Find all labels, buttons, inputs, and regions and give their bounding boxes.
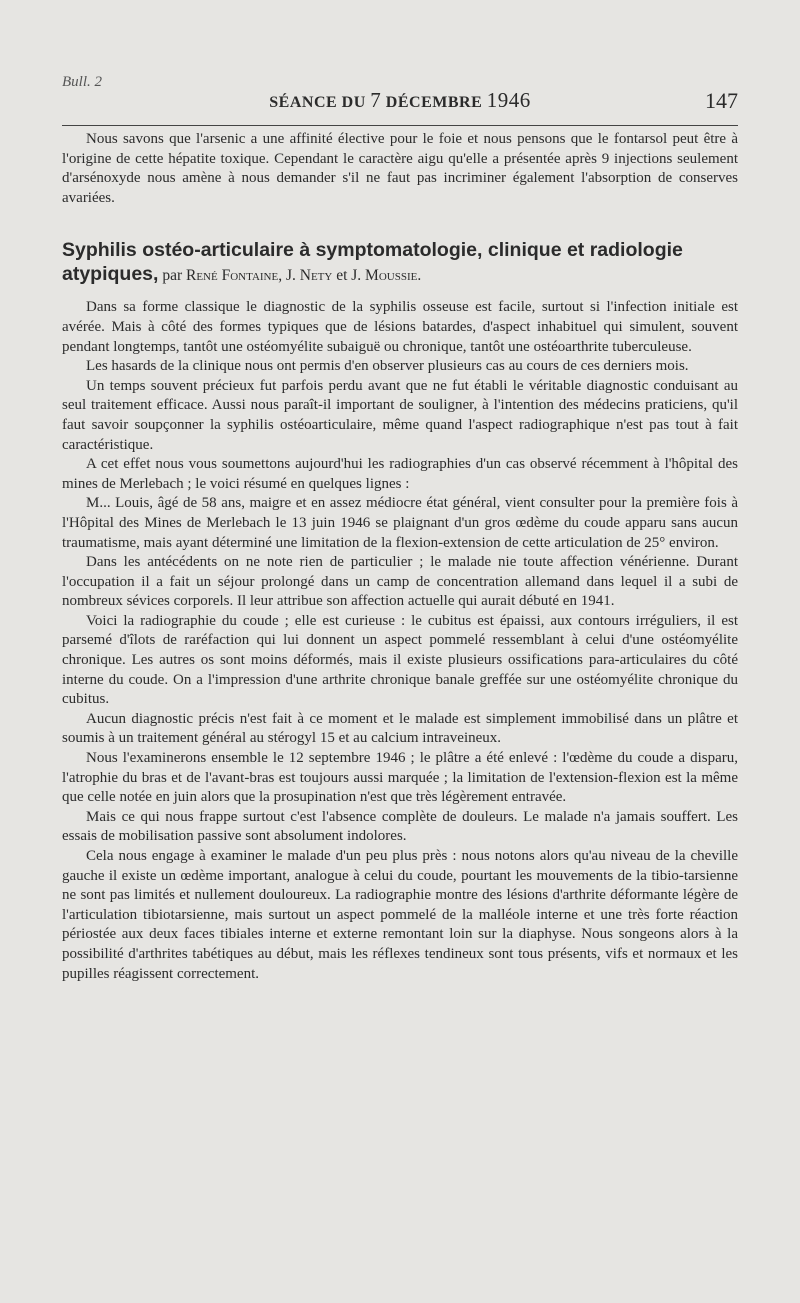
session-month: DÉCEMBRE <box>381 94 487 111</box>
article-heading <box>62 238 738 288</box>
article-title: Syphilis ostéo-articulaire à symptomatologie, clinique et radiologie atypiques, <box>62 239 683 286</box>
bulletin-number: Bull. 2 <box>62 74 102 90</box>
paragraph: A cet effet nous vous soumettons aujourd'hui les radiographies d'un cas observé récemment à l'hôpital des mines de Merlebach ; le voici résumé en quelques lignes : <box>62 456 738 492</box>
paragraph: Mais ce qui nous frappe surtout c'est l'absence complète de douleurs. Le malade n'a jamais souffert. Les essais de mobilisation passive sont absolument indolores. <box>62 808 738 845</box>
session-year: 1946 <box>486 88 531 112</box>
paragraph: Dans les antécédents on ne note rien de particulier ; le malade nie toute affection vénérienne. Durant l'occupation il a fait un séjour prolongé dans un camp de concentration allemand dans lequel il a subi de nombreux sévices corporels. Il leur attribue son affection actuelle qui aurait débuté en 1941. <box>62 554 738 610</box>
header-rule <box>62 125 738 126</box>
paragraph: Cela nous engage à examiner le malade d'un peu plus près : nous notons alors qu'au niveau de la cheville gauche il existe un œdème important, analogue à celui du coude, pourtant les mouvements de la tibio-tarsienne ne sont pas limités et nullement douloureux. La radiographie montre des lésions d'arthrite déformante légère de l'articulation tibiotarsienne, mais surtout un aspect pommelé de la malléole interne et une très forte réaction périostée aux deux faces tibiales interne et externe remontant loin sur la diaphyse. Nous songeons alors à la possibilité d'arthrites tabétiques au début, mais les réflexes tendineux sont tous présents, vifs et normaux et les pupilles réagissent correctement. <box>62 848 738 982</box>
paragraph: Aucun diagnostic précis n'est fait à ce moment et le malade est simplement immobilisé dans un plâtre et soumis à un traitement général au stérogyl 15 et au calcium intraveineux. <box>62 710 738 747</box>
session-day: 7 <box>370 88 382 112</box>
article-authors: par René Fontaine, J. Nety et J. Moussie. <box>158 267 422 285</box>
page-body <box>62 130 738 984</box>
session-prefix: SÉANCE DU <box>269 94 371 111</box>
running-header <box>62 88 738 114</box>
paragraph: Dans sa forme classique le diagnostic de la syphilis osseuse est facile, surtout si l'infection initiale est avérée. Mais à côté des formes typiques que de lésions batardes, d'aspect inhabituel qui simulent, souvent pendant longtemps, tantôt une ostéomyélite subaiguë ou chronique, tantôt une ostéoarthrite tuberculeuse. <box>62 299 738 355</box>
intro-paragraph: Nous savons que l'arsenic a une affinité élective pour le foie et nous pensons que le fontarsol peut être à l'origine de cette hépatite toxique. Cependant le caractère aigu qu'elle a présentée après 9 injections seulement d'arsénoxyde nous amène à nous demander s'il ne faut pas incriminer également l'absorption de conserves avariées. <box>62 131 738 206</box>
author-moussie: J. Moussie <box>351 267 418 285</box>
paragraph: Les hasards de la clinique nous ont permis d'en observer plusieurs cas au cours de ces derniers mois. <box>86 358 689 375</box>
page-number: 147 <box>705 88 738 113</box>
author-nety: J. Nety <box>285 267 333 285</box>
session-title <box>269 88 530 113</box>
paragraph: Voici la radiographie du coude ; elle est curieuse : le cubitus est épaissi, aux contours irréguliers, il est parsemé d'îlots de raréfaction qui lui donnent un aspect pommelé ressemblant à celui d'une ostéomyélite chronique. Les autres os sont moins déformés, mais il existe plusieurs ossifications para-articulaires du côté interne du coude. On a l'impression d'une arthrite chronique banale greffée sur une ostéomyélite chronique du cubitus. <box>62 612 738 708</box>
paragraph: Nous l'examinerons ensemble le 12 septembre 1946 ; le plâtre a été enlevé : l'œdème du coude a disparu, l'atrophie du bras et de l'avant-bras est toujours aussi marquée ; la limitation de l'extension-flexion est la même que celle notée en juin alors que la prosupination n'est que très légèrement entravée. <box>62 750 738 806</box>
paragraph: Un temps souvent précieux fut parfois perdu avant que ne fut établi le véritable diagnostic conduisant au seul traitement efficace. Aussi nous paraît-il important de souligner, à l'intention des médecins praticiens, qu'il faut savoir soupçonner la syphilis ostéoarticulaire, même quand l'aspect radiographique n'est pas tout à fait caractéristique. <box>62 377 738 453</box>
author-fontaine: René Fontaine <box>186 267 279 285</box>
paragraph: M... Louis, âgé de 58 ans, maigre et en assez médiocre état général, vient consulter pour la première fois à l'Hôpital des Mines de Merlebach le 13 juin 1946 se plaignant d'un gros œdème du coude apparu sans aucun traumatisme, mais ayant déterminé une limitation de la flexion-extension de cette articulation de 25° environ. <box>62 495 738 551</box>
